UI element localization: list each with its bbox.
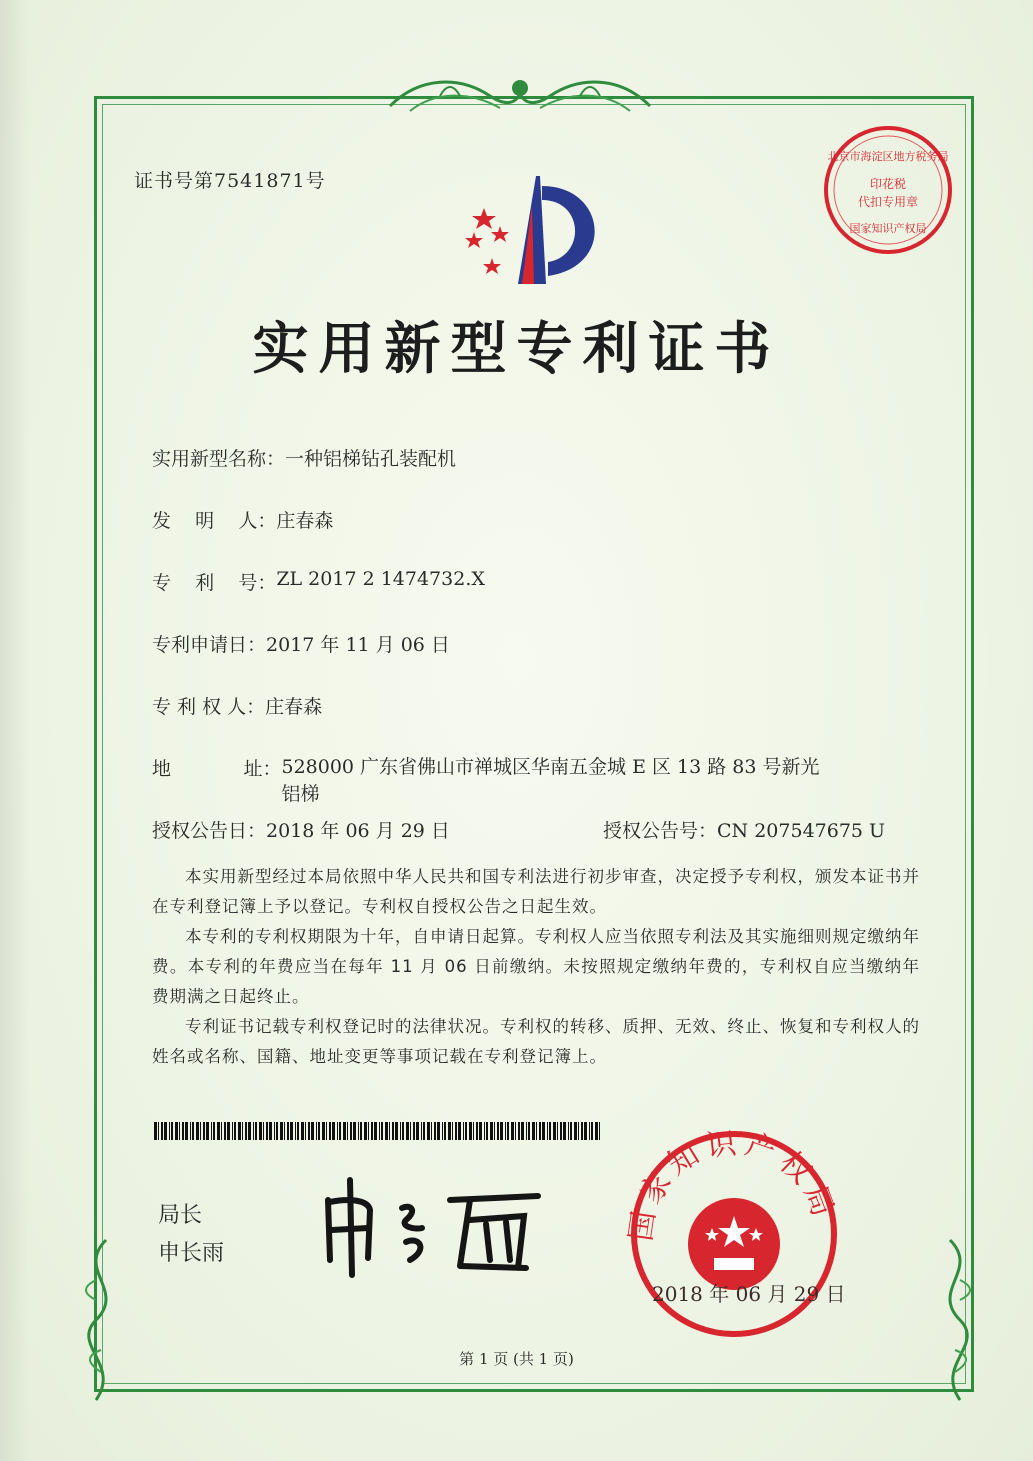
barcode-bar: [337, 1122, 338, 1140]
field-value: 528000 广东省佛山市禅城区华南五金城 E 区 13 路 83 号新光铝梯: [281, 756, 820, 805]
barcode-bar: [410, 1122, 411, 1140]
barcode-bar: [213, 1122, 215, 1140]
barcode-bar: [371, 1122, 373, 1140]
barcode-bar: [364, 1122, 367, 1140]
barcode-bar: [287, 1122, 289, 1140]
field-label: 授权公告号：: [603, 820, 718, 842]
barcode-bar: [353, 1122, 356, 1140]
barcode-bar: [350, 1122, 352, 1140]
barcode: [154, 1122, 602, 1140]
barcode-bar: [206, 1122, 209, 1140]
barcode-bar: [308, 1122, 310, 1140]
patent-office-logo: [456, 166, 616, 296]
utility-model-name-field: [152, 444, 456, 471]
barcode-bar: [416, 1122, 419, 1140]
barcode-bar: [158, 1122, 159, 1140]
barcode-bar: [253, 1122, 254, 1140]
barcode-bar: [192, 1122, 194, 1140]
barcode-bar: [232, 1122, 233, 1140]
barcode-bar: [473, 1122, 474, 1140]
barcode-bar: [421, 1122, 422, 1140]
barcode-bar: [581, 1122, 583, 1140]
barcode-bar: [343, 1122, 346, 1140]
body-paragraph: 本专利的专利权期限为十年，自申请日起算。专利权人应当依照专利法及其实施细则规定缴纳年费。本专利的年费应当在每年 11 月 06 日前缴纳。未按照规定缴纳年费的，专利权自应当缴纳年费期满之日起终止。: [152, 927, 920, 1006]
barcode-bar: [528, 1122, 530, 1140]
barcode-bar: [427, 1122, 430, 1140]
barcode-bar: [211, 1122, 212, 1140]
field-label: 专 利 权 人：: [152, 696, 266, 718]
barcode-bar: [332, 1122, 335, 1140]
barcode-bar: [263, 1122, 264, 1140]
field-label: 授权公告日：: [152, 820, 267, 842]
barcode-bar: [295, 1122, 296, 1140]
grant-number-field: [603, 816, 885, 843]
field-label: 发 明 人：: [152, 510, 277, 532]
barcode-bar: [536, 1122, 537, 1140]
barcode-bar: [311, 1122, 314, 1140]
application-date-field: [152, 630, 450, 657]
barcode-bar: [316, 1122, 317, 1140]
field-value: 2018 年 06 月 29 日: [266, 820, 450, 842]
patent-number-field: [152, 568, 485, 595]
barcode-bar: [595, 1122, 598, 1140]
barcode-bar: [584, 1122, 587, 1140]
barcode-bar: [200, 1122, 201, 1140]
barcode-bar: [389, 1122, 390, 1140]
top-ornament: [380, 66, 660, 126]
certificate-title: 实用新型专利证书: [252, 316, 781, 382]
barcode-bar: [484, 1122, 485, 1140]
barcode-bar: [326, 1122, 327, 1140]
barcode-bar: [238, 1122, 241, 1140]
barcode-bar: [511, 1122, 514, 1140]
barcode-bar: [297, 1122, 299, 1140]
barcode-bar: [570, 1122, 572, 1140]
barcode-bar: [431, 1122, 432, 1140]
barcode-bar: [526, 1122, 527, 1140]
barcode-bar: [591, 1122, 593, 1140]
barcode-bar: [463, 1122, 464, 1140]
barcode-bar: [500, 1122, 503, 1140]
barcode-bar: [221, 1122, 222, 1140]
barcode-bar: [339, 1122, 341, 1140]
field-label: 实用新型名称：: [152, 448, 286, 470]
barcode-bar: [448, 1122, 451, 1140]
barcode-bar: [164, 1122, 167, 1140]
barcode-bar: [161, 1122, 163, 1140]
barcode-bar: [547, 1122, 548, 1140]
barcode-bar: [322, 1122, 325, 1140]
barcode-bar: [203, 1122, 205, 1140]
barcode-bar: [175, 1122, 178, 1140]
barcode-bar: [578, 1122, 579, 1140]
field-value: 庄春森: [276, 510, 334, 532]
barcode-bar: [423, 1122, 425, 1140]
barcode-bar: [437, 1122, 440, 1140]
barcode-bar: [465, 1122, 467, 1140]
barcode-bar: [589, 1122, 590, 1140]
barcode-bar: [486, 1122, 488, 1140]
barcode-bar: [318, 1122, 320, 1140]
patentee-field: [152, 692, 322, 719]
barcode-bar: [190, 1122, 191, 1140]
svg-text:北京市海淀区地方税务局: 北京市海淀区地方税务局: [827, 150, 949, 163]
director-signature: [310, 1170, 550, 1280]
body-paragraph: 本实用新型经过本局依照中华人民共和国专利法进行初步审查，决定授予专利权，颁发本证书并在专利登记簿上予以登记。专利权自授权公告之日起生效。: [152, 867, 920, 916]
barcode-bar: [255, 1122, 257, 1140]
barcode-bar: [406, 1122, 409, 1140]
patent-office-seal: [624, 1124, 844, 1344]
field-value: ZL 2017 2 1474732.X: [276, 568, 485, 590]
barcode-bar: [532, 1122, 535, 1140]
certificate-number: 证书号第7541871号: [134, 170, 326, 192]
seal-date: 2018 年 06 月 29 日: [652, 1282, 846, 1306]
barcode-bar: [507, 1122, 509, 1140]
barcode-bar: [479, 1122, 482, 1140]
barcode-bar: [374, 1122, 377, 1140]
barcode-bar: [154, 1122, 157, 1140]
barcode-bar: [179, 1122, 180, 1140]
barcode-bar: [549, 1122, 551, 1140]
barcode-bar: [234, 1122, 236, 1140]
field-label: 专利申请日：: [152, 634, 267, 656]
barcode-bar: [196, 1122, 199, 1140]
grant-date-field: [152, 816, 450, 843]
barcode-bar: [413, 1122, 415, 1140]
field-label: 地 址：: [152, 758, 282, 780]
barcode-bar: [224, 1122, 226, 1140]
barcode-bar: [560, 1122, 562, 1140]
barcode-bar: [305, 1122, 306, 1140]
barcode-bar: [553, 1122, 556, 1140]
barcode-bar: [274, 1122, 275, 1140]
barcode-bar: [515, 1122, 516, 1140]
barcode-bar: [444, 1122, 446, 1140]
barcode-bar: [248, 1122, 251, 1140]
barcode-bar: [505, 1122, 506, 1140]
body-paragraph: 专利证书记载专利权登记时的法律状况。专利权的转移、质押、无效、终止、恢复和专利权人的姓名或名称、国籍、地址变更等事项记载在专利登记簿上。: [152, 1017, 920, 1066]
barcode-bar: [379, 1122, 380, 1140]
barcode-bar: [360, 1122, 362, 1140]
field-label: 专 利 号：: [152, 572, 277, 594]
barcode-bar: [171, 1122, 173, 1140]
barcode-bar: [290, 1122, 293, 1140]
barcode-bar: [400, 1122, 401, 1140]
barcode-bar: [347, 1122, 348, 1140]
barcode-bar: [452, 1122, 453, 1140]
barcode-bar: [329, 1122, 331, 1140]
field-value: 2017 年 11 月 06 日: [266, 634, 450, 656]
barcode-bar: [557, 1122, 558, 1140]
barcode-bar: [458, 1122, 461, 1140]
barcode-bar: [563, 1122, 566, 1140]
barcode-bar: [284, 1122, 285, 1140]
barcode-bar: [469, 1122, 472, 1140]
barcode-bar: [490, 1122, 493, 1140]
barcode-bar: [494, 1122, 495, 1140]
field-value: 庄春森: [265, 696, 323, 718]
corner-ornament-bottom-right: [900, 1230, 990, 1410]
barcode-bar: [169, 1122, 170, 1140]
barcode-bar: [368, 1122, 369, 1140]
seal-text: 国家知识产权局: [624, 1125, 843, 1244]
barcode-bar: [402, 1122, 404, 1140]
barcode-bar: [542, 1122, 545, 1140]
barcode-bar: [269, 1122, 272, 1140]
svg-text:国家知识产权局: 国家知识产权局: [849, 222, 927, 235]
barcode-bar: [476, 1122, 478, 1140]
barcode-bar: [574, 1122, 577, 1140]
barcode-bar: [442, 1122, 443, 1140]
barcode-bar: [497, 1122, 499, 1140]
inventor-field: [152, 506, 333, 533]
barcode-bar: [385, 1122, 388, 1140]
corner-ornament-bottom-left: [66, 1230, 156, 1410]
barcode-bar: [455, 1122, 457, 1140]
field-value: 一种铝梯钻孔装配机: [285, 448, 457, 470]
barcode-bar: [242, 1122, 243, 1140]
barcode-bar: [392, 1122, 394, 1140]
barcode-bar: [381, 1122, 383, 1140]
field-value: CN 207547675 U: [717, 820, 886, 842]
barcode-bar: [518, 1122, 520, 1140]
barcode-bar: [185, 1122, 188, 1140]
barcode-bar: [227, 1122, 230, 1140]
barcode-bar: [280, 1122, 283, 1140]
barcode-bar: [521, 1122, 524, 1140]
barcode-bar: [358, 1122, 359, 1140]
tax-seal: [818, 120, 958, 260]
barcode-bar: [266, 1122, 268, 1140]
director-name: 申长雨: [158, 1241, 225, 1266]
barcode-bar: [434, 1122, 436, 1140]
barcode-bar: [217, 1122, 220, 1140]
barcode-bar: [395, 1122, 398, 1140]
barcode-bar: [539, 1122, 541, 1140]
barcode-bar: [599, 1122, 600, 1140]
barcode-bar: [568, 1122, 569, 1140]
barcode-bar: [301, 1122, 304, 1140]
scan-edge: [0, 0, 30, 1461]
page-number: 第 1 页 (共 1 页): [459, 1350, 574, 1368]
barcode-bar: [276, 1122, 278, 1140]
barcode-bar: [182, 1122, 184, 1140]
svg-text:代扣专用章: 代扣专用章: [857, 195, 919, 209]
certificate-body-text: [152, 862, 920, 1072]
svg-text:印花税: 印花税: [869, 177, 907, 191]
barcode-bar: [245, 1122, 247, 1140]
barcode-bar: [259, 1122, 262, 1140]
address-field: [152, 754, 832, 808]
director-title: 局长: [158, 1203, 203, 1228]
